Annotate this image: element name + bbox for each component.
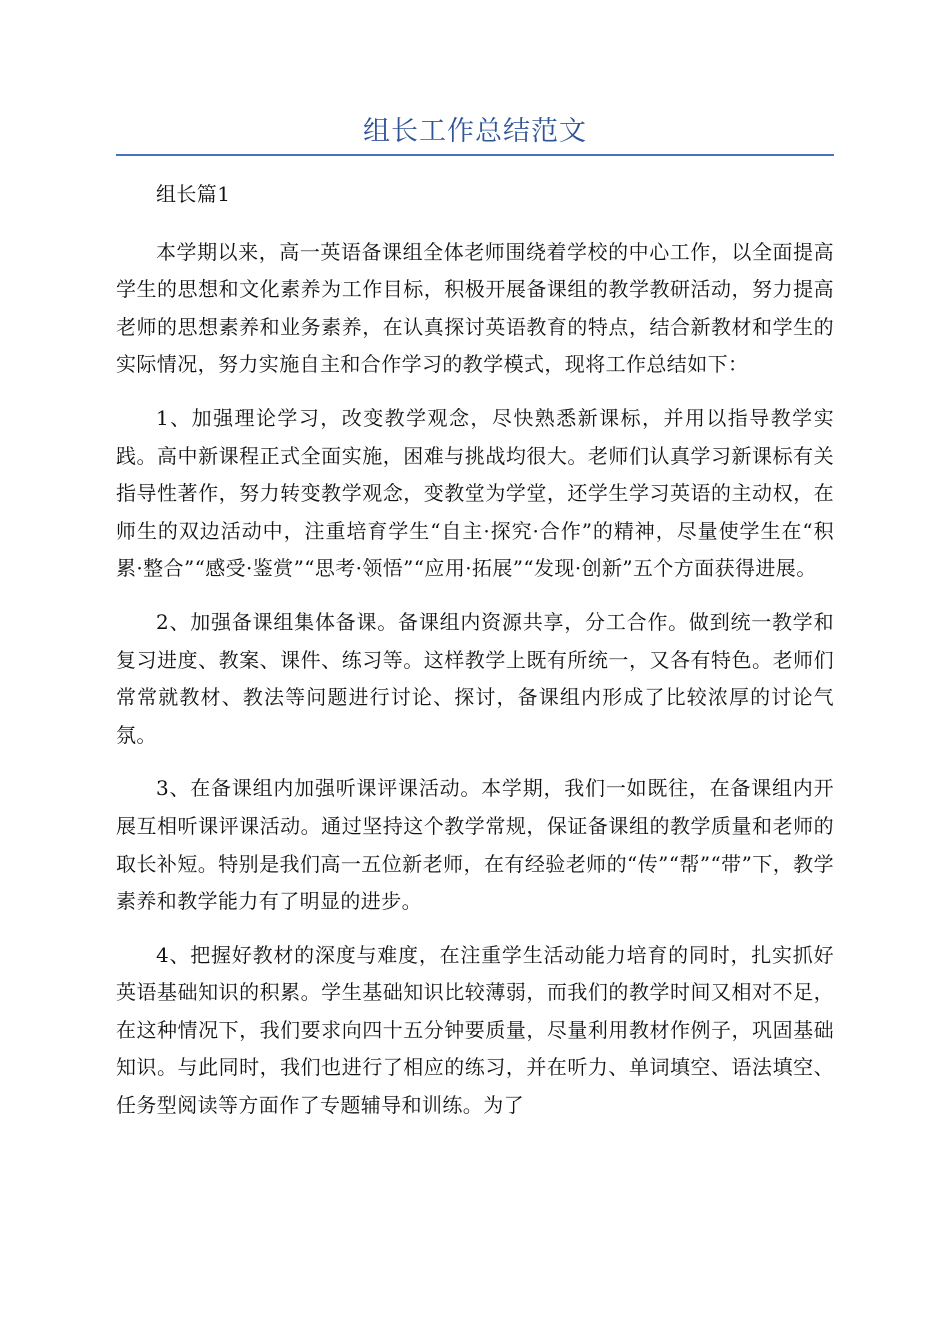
paragraph-item-3: 3、在备课组内加强听课评课活动。本学期，我们一如既往，在备课组内开展互相听课评课活动。通过坚持这个教学常规，保证备课组的教学质量和老师的取长补短。特别是我们高一五位新老师，在有经验老师的“传”“帮”“带”下，教学素养和教学能力有了明显的进步。 xyxy=(116,776,834,914)
paragraph-item-4: 4、把握好教材的深度与难度，在注重学生活动能力培育的同时，扎实抓好英语基础知识的积累。学生基础知识比较薄弱，而我们的教学时间又相对不足，在这种情况下，我们要求向四十五分钟要质量，尽量利用教材作例子，巩固基础知识。与此同时，我们也进行了相应的练习，并在听力、单词填空、语法填空、任务型阅读等方面作了专题辅导和训练。为了 xyxy=(116,942,834,1118)
paragraph-intro: 本学期以来，高一英语备课组全体老师围绕着学校的中心工作，以全面提高学生的思想和文化素养为工作目标，积极开展备课组的教学教研活动，努力提高老师的思想素养和业务素养，在认真探讨英语教育的特点，结合新教材和学生的实际情况，努力实施自主和合作学习的教学模式，现将工作总结如下： xyxy=(116,239,834,377)
document-body xyxy=(116,176,834,1141)
paragraph-item-2: 2、加强备课组集体备课。备课组内资源共享，分工合作。做到统一教学和复习进度、教案、课件、练习等。这样教学上既有所统一，又各有特色。老师们常常就教材、教法等问题进行讨论、探讨，备课组内形成了比较浓厚的讨论气氛。 xyxy=(116,609,834,747)
section-heading: 组长篇1 xyxy=(156,182,231,206)
document-title: 组长工作总结范文 xyxy=(363,116,587,147)
title-underline xyxy=(116,154,834,156)
paragraph-item-1: 1、加强理论学习，改变教学观念，尽快熟悉新课标，并用以指导教学实践。高中新课程正式全面实施，困难与挑战均很大。老师们认真学习新课标有关指导性著作，努力转变教学观念，变教堂为学堂，还学生学习英语的主动权，在师生的双边活动中，注重培育学生“自主·探究·合作”的精神，尽量使学生在“积累·整合”“感受·鉴赏”“思考·领悟”“应用·拓展”“发现·创新”五个方面获得进展。 xyxy=(116,405,834,581)
